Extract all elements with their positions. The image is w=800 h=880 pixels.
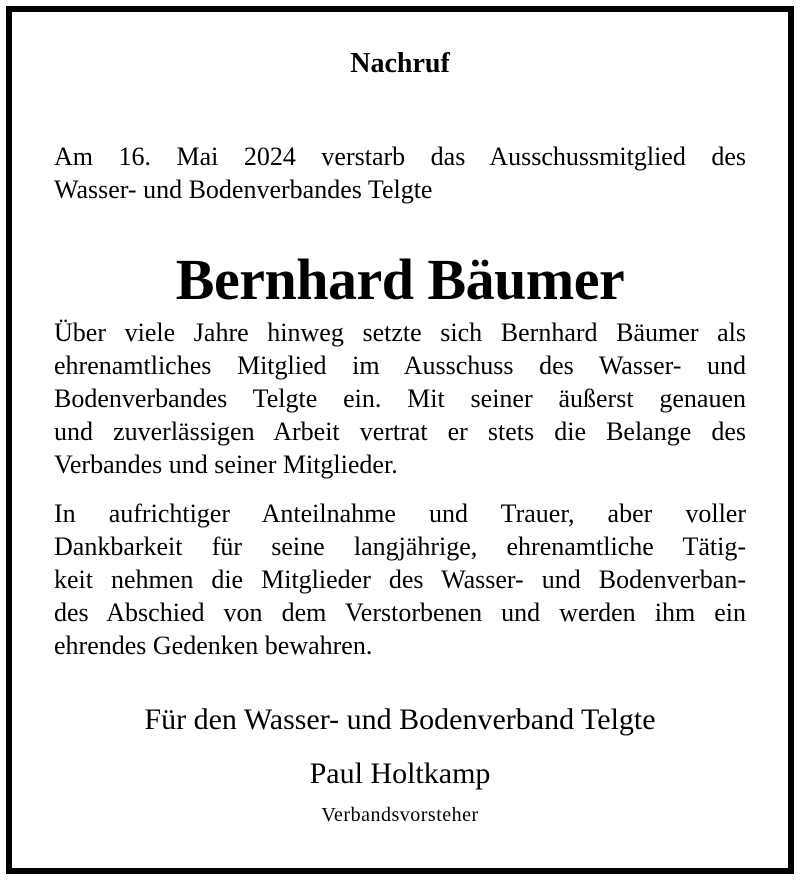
intro-line: Wasser- und Bodenverbandes Telgte — [54, 175, 433, 204]
paragraph-line: Dankbarkeit für seine langjährige, ehrenamtliche Tätig- — [54, 532, 746, 561]
signoff-line: Für den Wasser- und Bodenverband Telgte — [144, 703, 656, 736]
paragraph-line: Über viele Jahre hinweg setzte sich Bernhard Bäumer als — [54, 318, 746, 347]
intro-line: Am 16. Mai 2024 verstarb das Ausschussmitglied des — [54, 142, 746, 171]
signer-name: Paul Holtkamp — [309, 757, 491, 790]
paragraph-line: Verbandes und seiner Mitglieder. — [54, 450, 398, 479]
condolence-paragraph — [54, 497, 746, 662]
paragraph-line: des Abschied von dem Verstorbenen und werden ihm ein — [54, 598, 746, 627]
paragraph-line: und zuverlässigen Arbeit vertrat er stets die Belange des — [54, 417, 746, 446]
paragraph-line: ehrenamtliches Mitglied im Ausschuss des Wasser- und — [54, 351, 746, 380]
notice-header: Nachruf — [350, 48, 450, 79]
paragraph-line: In aufrichtiger Anteilnahme und Trauer, aber voller — [54, 499, 746, 528]
signer-role: Verbandsvorsteher — [321, 804, 479, 826]
paragraph-line: ehrendes Gedenken bewahren. — [54, 631, 373, 660]
paragraph-line: keit nehmen die Mitglieder des Wasser- und Bodenverban- — [54, 565, 746, 594]
tribute-paragraph — [54, 316, 746, 481]
paragraph-line: Bodenverbandes Telgte ein. Mit seiner äußerst genauen — [54, 384, 746, 413]
deceased-name: Bernhard Bäumer — [175, 247, 625, 312]
intro-text — [54, 140, 746, 206]
